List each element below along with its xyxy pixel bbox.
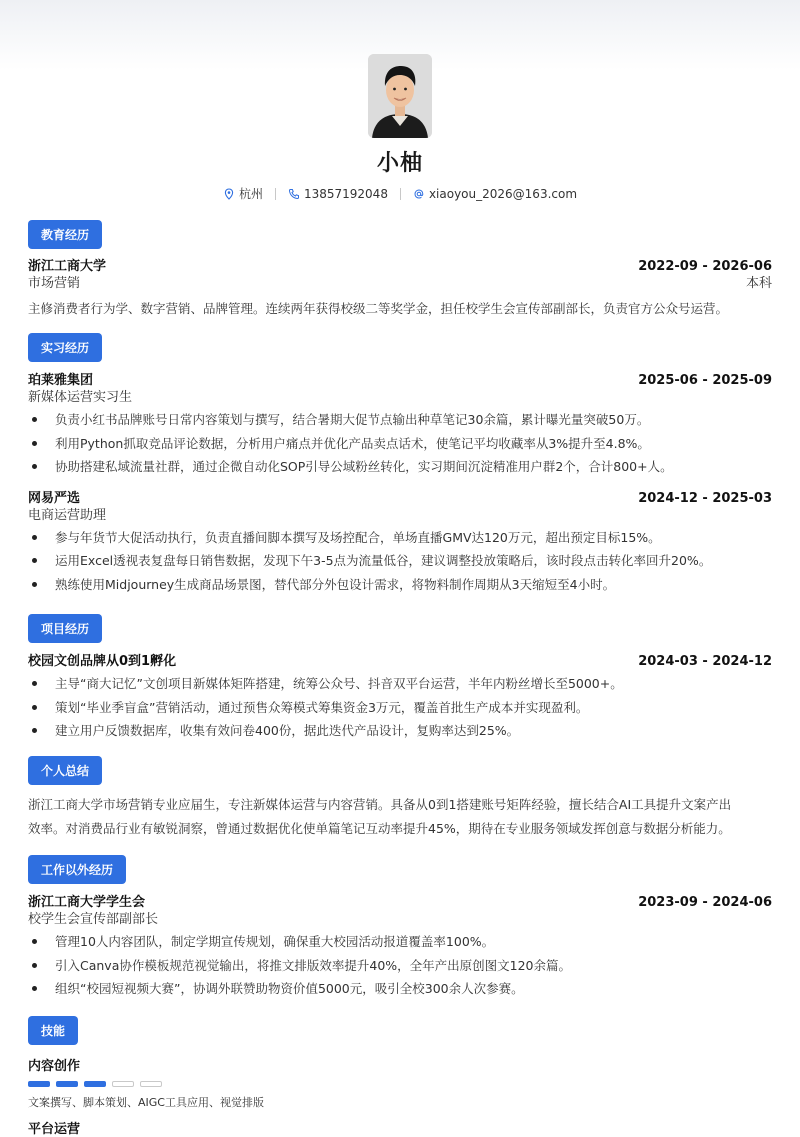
skill-bar-filled xyxy=(28,1081,50,1087)
extra-role: 校学生会宣传部副部长 xyxy=(28,912,159,927)
contact-email xyxy=(413,187,577,201)
phone-text: 13857192048 xyxy=(303,186,388,201)
project-dates: 2024-03 - 2024-12 xyxy=(638,654,772,669)
bullet-item: 管理10人内容团队，制定学期宣传规划，确保重大校园活动报道覆盖率100%。 xyxy=(28,930,772,954)
skill-description: 文案撰写、脚本策划、AIGC工具应用、视觉排版 xyxy=(28,1096,264,1109)
job-role: 电商运营助理 xyxy=(28,507,107,523)
skills-heading: 技能 xyxy=(28,1016,78,1045)
extra-heading: 工作以外经历 xyxy=(28,855,126,884)
phone-icon xyxy=(288,188,300,200)
extra-section xyxy=(28,855,772,1001)
separator xyxy=(400,188,401,200)
education-description: 主修消费者行为学、数字营销、品牌管理。连续两年获得校级二等奖学金，担任校学生会宣传部副部长，负责官方公众号运营。 xyxy=(28,301,729,316)
degree: 本科 xyxy=(745,276,772,291)
bullet-item: 策划“毕业季盲盒”营销活动，通过预售众筹模式筹集资金3万元，覆盖首批生产成本并实现盈利。 xyxy=(28,696,772,720)
location-pin-icon xyxy=(223,188,235,200)
internship-entry xyxy=(28,372,772,479)
separator xyxy=(275,188,276,200)
skill-level-bars xyxy=(28,1081,772,1087)
major: 市场营销 xyxy=(28,276,81,291)
project-heading: 项目经历 xyxy=(28,614,102,643)
extra-dates: 2023-09 - 2024-06 xyxy=(638,895,772,910)
internship-heading: 实习经历 xyxy=(28,333,102,362)
education-section xyxy=(28,220,772,321)
city-text: 杭州 xyxy=(238,187,263,201)
education-dates: 2022-09 - 2026-06 xyxy=(638,259,772,274)
bullet-item: 引入Canva协作模板规范视觉输出，将推文排版效率提升40%，全年产出原创图文120余篇。 xyxy=(28,954,772,978)
profile-photo xyxy=(368,54,432,138)
summary-section xyxy=(28,756,772,841)
company-name: 网易严选 xyxy=(28,490,81,506)
skill-bar-filled xyxy=(84,1081,106,1087)
contact-phone xyxy=(288,187,388,201)
bullet-item: 熟练使用Midjourney生成商品场景图，替代部分外包设计需求，将物料制作周期从3天缩短至4小时。 xyxy=(28,573,772,597)
person-name: 小柚 xyxy=(376,151,423,176)
skill-name: 平台运营 xyxy=(28,1122,81,1137)
internship-entry xyxy=(28,490,772,597)
education-heading: 教育经历 xyxy=(28,220,102,249)
company-name: 珀莱雅集团 xyxy=(28,373,94,388)
summary-heading: 个人总结 xyxy=(28,756,102,785)
contact-city xyxy=(223,185,263,202)
project-title: 校园文创品牌从0到1孵化 xyxy=(28,654,177,669)
entry-dates: 2025-06 - 2025-09 xyxy=(638,373,772,388)
contact-line xyxy=(0,185,800,202)
skill-bar-empty xyxy=(112,1081,134,1087)
skill-item xyxy=(28,1118,772,1137)
org-name: 浙江工商大学学生会 xyxy=(28,895,146,910)
bullet-item: 协助搭建私域流量社群，通过企微自动化SOP引导公域粉丝转化，实习期间沉淀精准用户群2个，合计800+人。 xyxy=(28,455,772,479)
job-role: 新媒体运营实习生 xyxy=(28,390,133,405)
bullet-item: 主导“商大记忆”文创项目新媒体矩阵搭建，统筹公众号、抖音双平台运营，半年内粉丝增长至5000+。 xyxy=(28,672,772,696)
bullet-item: 运用Excel透视表复盘每日销售数据，发现下午3-5点为流量低谷，建议调整投放策略后，该时段点击转化率回升20%。 xyxy=(28,549,772,573)
email-link[interactable]: xiaoyou_2026@163.com xyxy=(428,186,578,201)
skills-section xyxy=(28,1016,772,1137)
summary-line: 效率。对消费品行业有敏锐洞察，曾通过数据优化使单篇笔记互动率提升45%，期待在专业服务领域发挥创意与数据分析能力。 xyxy=(28,821,731,836)
bullet-item: 组织“校园短视频大赛”，协调外联赞助物资价值5000元，吸引全校300余人次参赛。 xyxy=(28,977,772,1001)
resume-header xyxy=(0,54,800,202)
internship-section xyxy=(28,333,772,596)
bullet-item: 参与年货节大促活动执行，负责直播间脚本撰写及场控配合，单场直播GMV达120万元，超出预定目标15%。 xyxy=(28,526,772,550)
at-sign-icon xyxy=(413,188,425,200)
bullet-item: 建立用户反馈数据库，收集有效问卷400份，据此迭代产品设计，复购率达到25%。 xyxy=(28,719,772,743)
entry-dates: 2024-12 - 2025-03 xyxy=(638,490,772,506)
project-section xyxy=(28,614,772,743)
skill-item xyxy=(28,1055,772,1110)
skill-bar-filled xyxy=(56,1081,78,1087)
summary-line: 浙江工商大学市场营销专业应届生，专注新媒体运营与内容营销。具备从0到1搭建账号矩阵经验，擅长结合AI工具提升文案产出 xyxy=(28,797,732,812)
bullet-item: 利用Python抓取竞品评论数据，分析用户痛点并优化产品卖点话术，使笔记平均收藏率从3%提升至4.8%。 xyxy=(28,432,772,456)
skill-bar-empty xyxy=(140,1081,162,1087)
school-name: 浙江工商大学 xyxy=(28,259,107,274)
skill-name: 内容创作 xyxy=(28,1059,81,1074)
bullet-item: 负责小红书品牌账号日常内容策划与撰写，结合暑期大促节点输出种草笔记30余篇，累计曝光量突破50万。 xyxy=(28,408,772,432)
